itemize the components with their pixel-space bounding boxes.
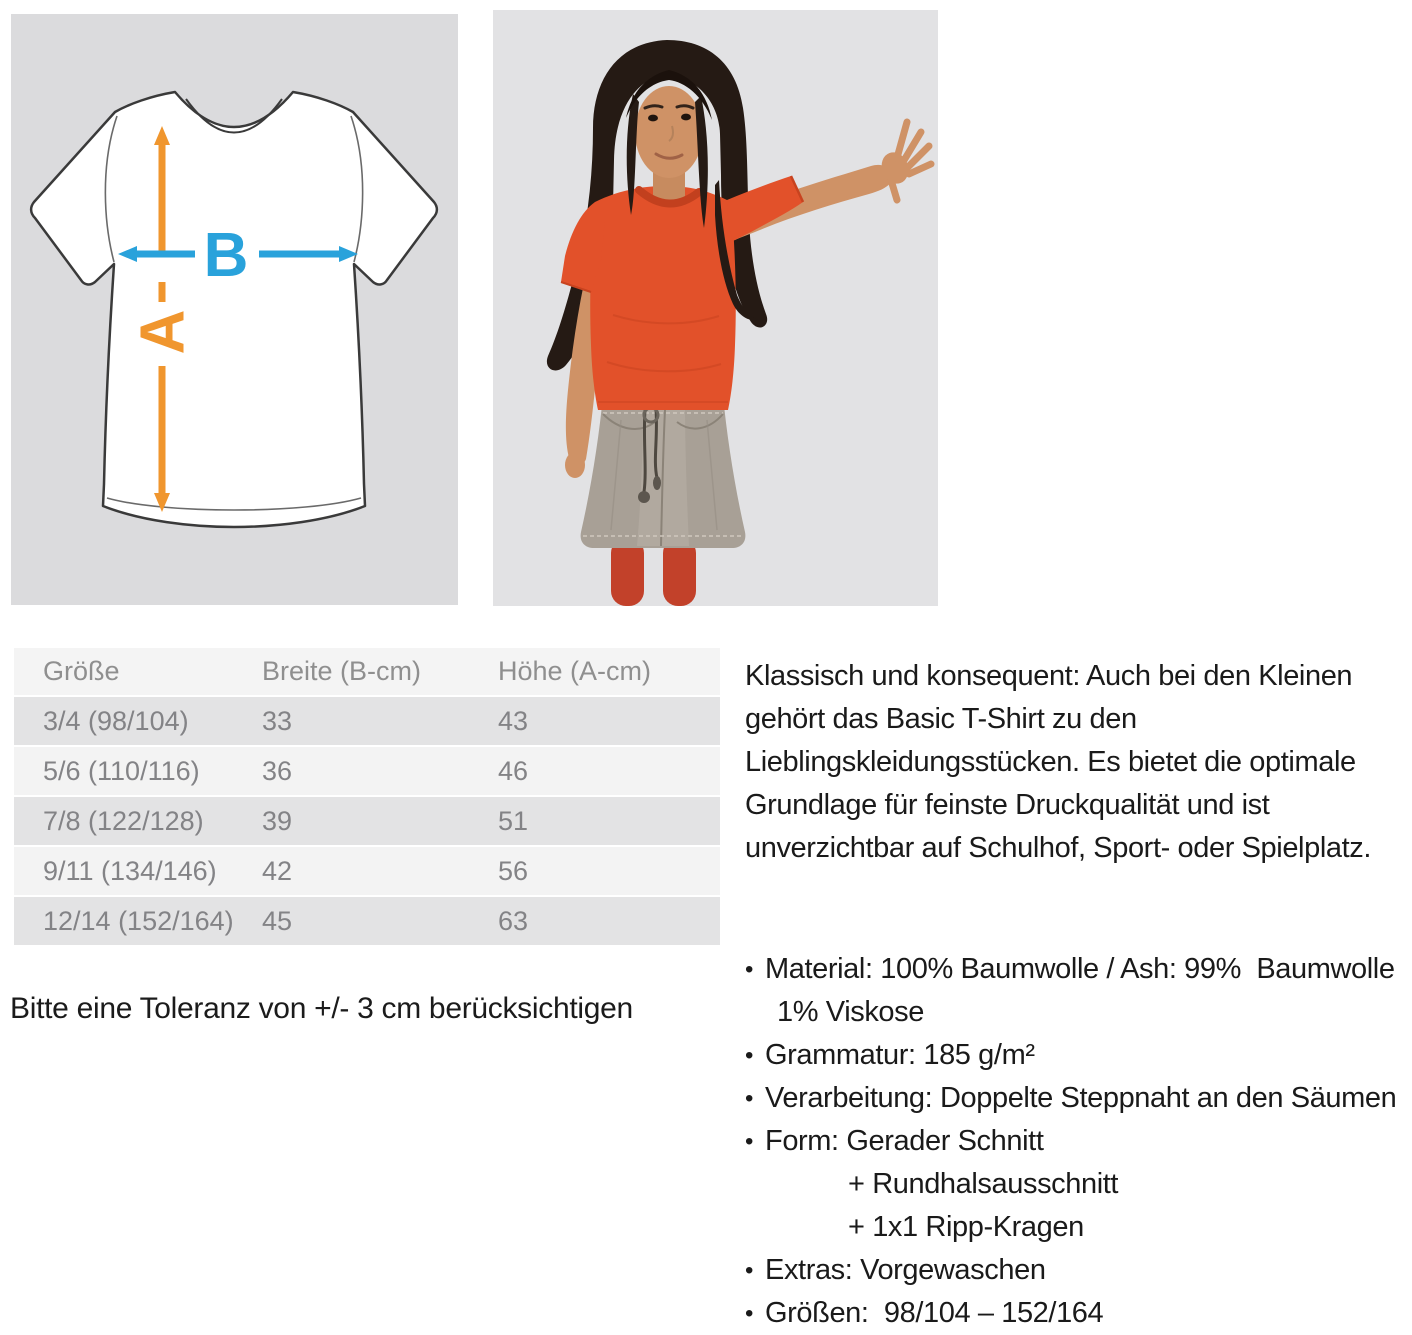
cell-width: 45 <box>262 905 293 936</box>
header-cell-height: Höhe (A-cm) <box>498 656 652 686</box>
bullet-icon: • <box>745 1042 754 1069</box>
tolerance-note: Bitte eine Toleranz von +/- 3 cm berücksichtigen <box>10 992 633 1025</box>
table-row <box>14 697 720 745</box>
cell-size: 9/11 (134/146) <box>43 855 217 886</box>
size-diagram-panel <box>11 14 458 605</box>
product-details-list <box>745 948 1412 1335</box>
bullet-icon: • <box>745 1085 754 1112</box>
model-face <box>635 86 703 178</box>
bullet-icon: • <box>745 1128 754 1155</box>
cell-height: 63 <box>498 905 529 936</box>
height-label: A <box>128 309 198 355</box>
table-row <box>14 847 720 895</box>
detail-item-groessen <box>745 1292 1412 1335</box>
bullet-icon: • <box>745 1300 754 1327</box>
product-description <box>745 655 1412 870</box>
cell-size: 3/4 (98/104) <box>43 705 189 736</box>
detail-item-grammatur <box>745 1034 1412 1077</box>
detail-text: Grammatur: 185 g/m² <box>765 1039 1035 1071</box>
cell-width: 36 <box>262 755 293 786</box>
cell-width: 42 <box>262 855 293 886</box>
bullet-icon: • <box>745 956 754 983</box>
cell-size: 7/8 (122/128) <box>43 805 204 836</box>
detail-text: 1% Viskose <box>777 996 924 1028</box>
detail-text: Material: 100% Baumwolle / Ash: 99% Baumwolle <box>765 953 1395 985</box>
detail-text: Extras: Vorgewaschen <box>765 1254 1046 1286</box>
size-table-header <box>14 648 720 695</box>
detail-item-material <box>745 948 1412 991</box>
cell-width: 39 <box>262 805 293 836</box>
product-photo <box>493 10 938 606</box>
tshirt-measurement-diagram <box>11 14 458 605</box>
detail-item-extras <box>745 1249 1412 1292</box>
description-line: Lieblingskleidungsstücken. Es bietet die optimale <box>745 746 1356 778</box>
model-leggings <box>611 538 644 606</box>
detail-text: Größen: 98/104 – 152/164 <box>765 1297 1104 1329</box>
cell-height: 43 <box>498 705 529 736</box>
detail-text: Form: Gerader Schnitt <box>765 1125 1044 1157</box>
header-cell-size: Größe <box>43 656 120 686</box>
cell-height: 56 <box>498 855 529 886</box>
detail-item-form <box>745 1120 1412 1163</box>
detail-item-rippkragen <box>745 1206 1412 1249</box>
width-label: B <box>203 221 249 290</box>
size-table <box>14 648 720 947</box>
model-photo-illustration <box>493 10 938 606</box>
description-line: Klassisch und konsequent: Auch bei den Kleinen <box>745 660 1353 692</box>
detail-item-material-cont <box>745 991 1412 1034</box>
detail-item-rundhals <box>745 1163 1412 1206</box>
detail-item-verarbeitung <box>745 1077 1412 1120</box>
cell-size: 5/6 (110/116) <box>43 755 200 786</box>
cell-height: 51 <box>498 805 529 836</box>
table-row <box>14 797 720 845</box>
model-skirt <box>581 395 746 548</box>
detail-text: Verarbeitung: Doppelte Steppnaht an den Säumen <box>765 1082 1397 1114</box>
description-line: Grundlage für feinste Druckqualität und ist <box>745 789 1270 821</box>
cell-height: 46 <box>498 755 529 786</box>
cell-width: 33 <box>262 705 293 736</box>
tshirt-outline-icon <box>31 92 437 527</box>
detail-text: + 1x1 Ripp-Kragen <box>848 1211 1084 1243</box>
bullet-icon: • <box>745 1257 754 1284</box>
detail-text: + Rundhalsausschnitt <box>848 1168 1119 1200</box>
table-row <box>14 897 720 945</box>
cell-size: 12/14 (152/164) <box>43 905 234 936</box>
description-line: unverzichtbar auf Schulhof, Sport- oder Spielplatz. <box>745 832 1372 864</box>
description-line: gehört das Basic T-Shirt zu den <box>745 703 1137 735</box>
table-row <box>14 747 720 795</box>
header-cell-width: Breite (B-cm) <box>262 656 422 686</box>
